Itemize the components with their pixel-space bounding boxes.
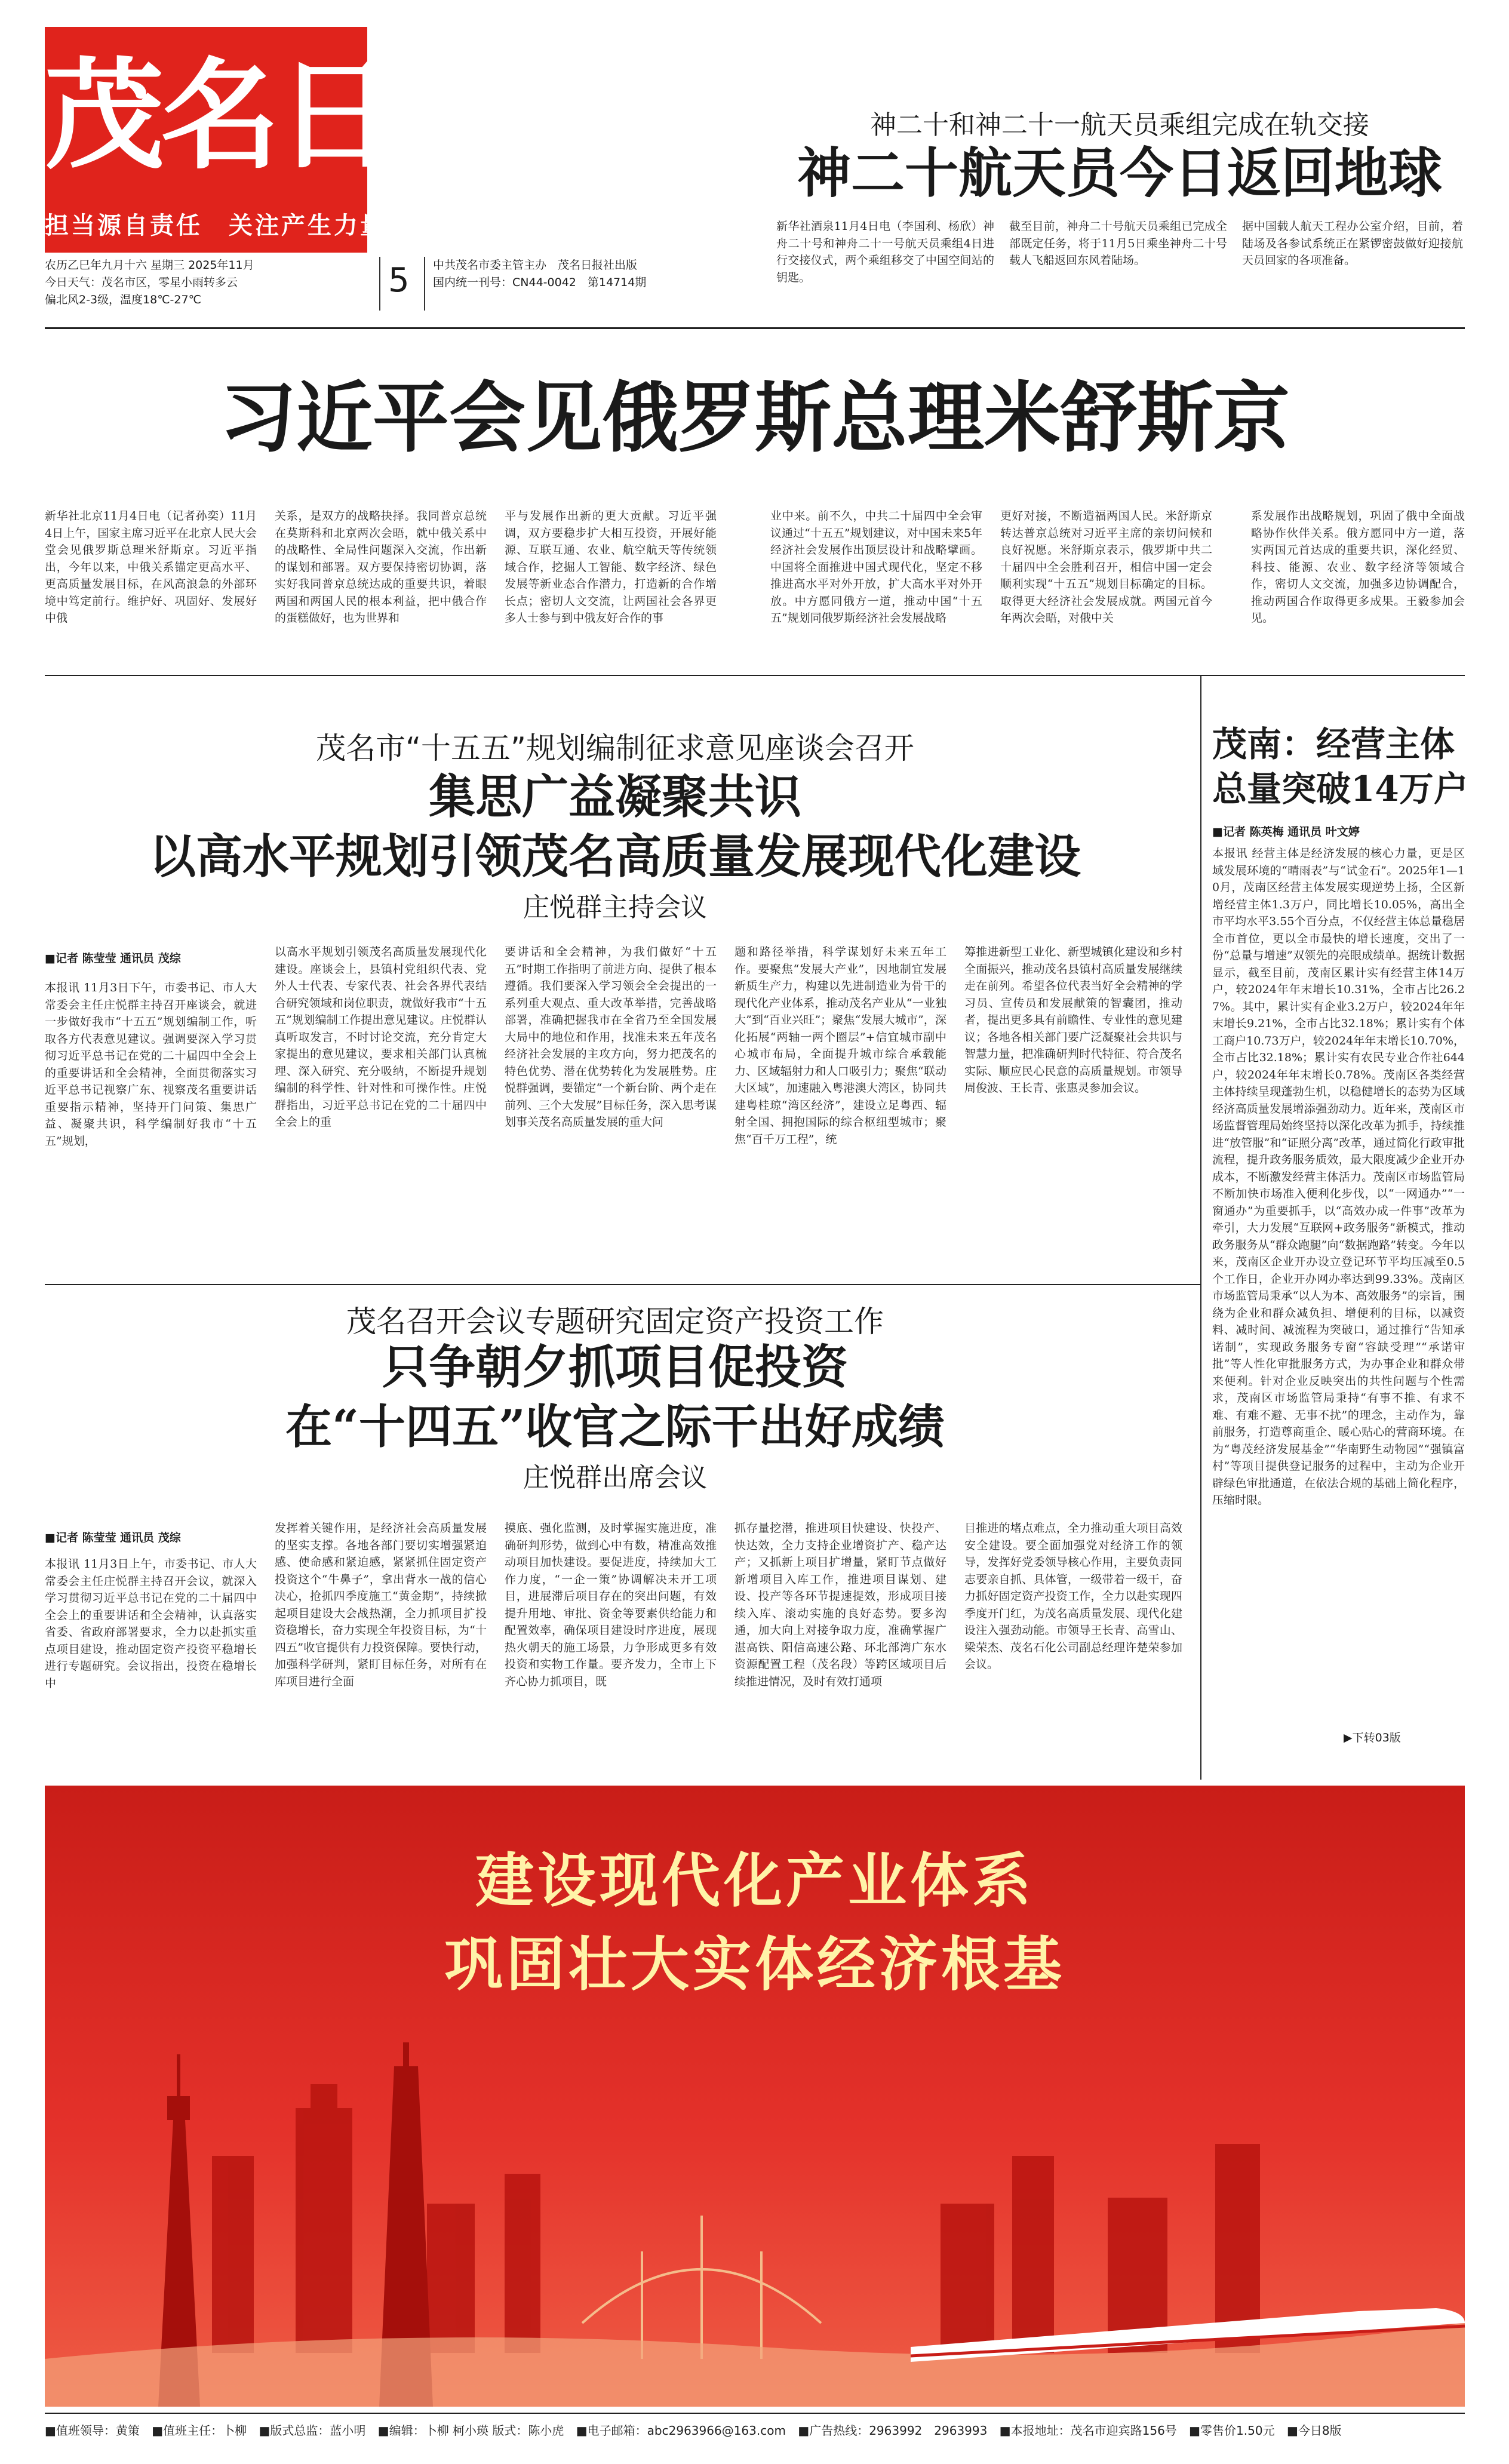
story2-subtitle: 庄悦群主持会议 [523,892,707,923]
footer-item: ■值班领导：黄策 [45,2423,140,2438]
story2-col: 题和路径举措，科学谋划好未来五年工作。要聚焦“发展大产业”，因地制宜发展新质生产力，构建以先进制造业为骨干的现代化产业体系，推动茂名产业从“一业独大”到“百业兴旺”；聚焦“发展大城市”，深化拓展“两轴一两个圈层”+信宜城市副中心城市布局，全面提升城市综合承载能力、区域辐射力和人口吸引力；聚焦“联动大区域”，加速融入粤港澳大湾区，协同共建粤桂琼“湾区经济”，建设立足粤西、辐射全国、拥抱国际的综合枢纽型城市；聚焦“百千万工程”，统 [734,945,946,1146]
banner-line-1: 建设现代化产业体系 [475,1847,1034,1915]
story2-headline: 集思广益凝聚共识 [428,770,801,824]
top-story-col1: 新华社酒泉11月4日电（李国利、杨欣）神舟二十号和神舟二十一号航天员乘组4日进行交接仪式，两个乘组移交了中国空间站的钥匙。 [776,220,994,284]
side-byline: ■记者 陈英梅 通讯员 叶文婷 [1212,825,1360,838]
lead-col: 系发展作出战略规划，巩固了俄中全面战略协作伙伴关系。俄方愿同中方一道，落实两国元首达成的重要共识，深化经贸、科技、能源、农业、数字经济等领域合作，密切人文交流，加强多边协调配合，推动两国合作取得更多成果。王毅参加会见。 [1251,509,1465,625]
city-skyline-illustration [45,1786,1465,2407]
top-story-col3: 据中国载人航天工程办公室介绍，目前，着陆场及各参试系统正在紧锣密鼓做好迎接航天员回家的各项准备。 [1242,220,1463,267]
story3-col: 本报讯 11月3日上午，市委书记、市人大常委会主任庄悦群主持召开会议，就深入学习贯彻习近平总书记在党的二十届四中全会上的重要讲话和全会精神，认真落实省委、省政府部署要求，全力以赴抓实重点项目建设，推动固定资产投资平稳增长进行专题研究。会议指出，投资在稳增长中 [45,1557,257,1690]
story3-headline: 只争朝夕抓项目促投资 [382,1340,848,1394]
top-story-col2: 截至目前，神舟二十号航天员乘组已完成全部既定任务，将于11月5日乘坐神舟二十号载人飞船返回东风着陆场。 [1009,220,1227,267]
top-story-headline: 神二十航天员今日返回地球 [797,142,1442,205]
lead-col: 新华社北京11月4日电（记者孙奕）11月4日上午，国家主席习近平在北京人民大会堂会见俄罗斯总理米舒斯京。习近平指出，今年以来，中俄关系锚定更高水平、更高质量发展目标，在风高浪急的外部环境中笃定前行。维护好、巩固好、发展好中俄 [45,509,257,625]
story2-col: 以高水平规划引领茂名高质量发展现代化建设。座谈会上，县镇村党组织代表、党外人士代表、专家代表、社会各界代表结合研究领域和岗位职责，就做好我市“十五五”规划编制工作提出意见建议。庄悦群认真听取发言，不时讨论交流，充分肯定大家提出的意见建议，要求相关部门认真梳理、深入研究、充分吸纳，不断提升规划编制的科学性、针对性和可操作性。庄悦群指出，习近平总书记在党的二十届四中全会上的重 [275,945,487,1129]
story2-headline-line2: 以高水平规划引领茂名高质量发展现代化建设 [149,829,1081,884]
story2-col: 筹推进新型工业化、新型城镇化建设和乡村全面振兴，推动茂名县镇村高质量发展继续走在前列。希望各位代表当好全会精神的学习员、宣传员和发展献策的智囊团，推动者，提出更多具有前瞻性、专业性的意见建议；各地各相关部门要广泛凝聚社会共识与智慧力量，把准确研判时代特征、符合茂名实际、顺应民心民意的高质量规划。市领导周俊波、王长青、张惠灵参加会议。 [964,945,1182,1095]
dateline [45,257,743,322]
top-story-kicker: 神二十和神二十一航天员乘组完成在轨交接 [870,110,1369,140]
lead-col: 更好对接，不断造福两国人民。米舒斯京转达普京总统对习近平主席的亲切问候和良好祝愿。米舒斯京表示，俄罗斯中共二十届四中全会胜利召开，相信中国一定会顺利实现“十五五”规划目标确定的目标。取得更大经济社会发展成就。两国元首今年两次会晤，对俄中关 [1000,509,1212,625]
footer-item: ■值班主任：卜柳 [152,2423,247,2438]
footer-item: ■广告热线：2963992 2963993 [798,2423,988,2438]
story2-kicker: 茂名市“十五五”规划编制征求意见座谈会召开 [316,731,914,766]
footer-item: ■版式总监：蓝小明 [259,2423,366,2438]
promo-banner [45,1786,1465,2407]
story3-headline-line2: 在“十四五”收官之际干出好成绩 [285,1400,945,1454]
banner-line-2: 巩固壮大实体经济根基 [444,1931,1065,1999]
footer-email[interactable]: ■电子邮箱：abc2963966@163.com [576,2423,786,2438]
story3-col: 发挥着关键作用，是经济社会高质量发展的坚实支撑。各地各部门要切实增强紧迫感、使命感和紧迫感，紧紧抓住固定资产投资这个“牛鼻子”，拿出背水一战的信心决心，抢抓四季度施工“黄金期”，持续掀起项目建设大会战热潮，全力抓项目扩投资稳增长，奋力实现全年投资目标，为“十四五”收官提供有力投资保障。要快行动，加强科学研判，紧盯目标任务，对所有在库项目进行全面 [275,1522,487,1688]
story2-col: 本报讯 11月3日下午，市委书记、市人大常委会主任庄悦群主持召开座谈会，就进一步做好我市“十五五”规划编制工作，听取各方代表意见建议。强调要深入学习贯彻习近平总书记在党的二十届四中全会上的重要讲话和全会精神，全面贯彻落实习近平总书记视察广东、视察茂名重要讲话重要指示精神，坚持开门问策、集思广益、凝聚共识，科学编制好我市“十五五”规划， [45,981,257,1148]
issue-number: 国内统一刊号：CN44-0042 第14714期 [433,276,647,289]
lead-headline: 习近平会见俄罗斯总理米舒斯京 [219,373,1290,463]
dateline-date: 农历乙巳年九月十六 星期三 2025年11月 [45,259,254,272]
dateline-temperature: 偏北风2-3级，温度18℃-27℃ [45,293,201,306]
side-body: 本报讯 经营主体是经济发展的核心力量，更是区域发展环境的“晴雨表”与“试金石”。2025年1—10月，茂南区经营主体发展实现逆势上扬，全区新增经营主体1.3万户，同比增长10.05%，高出全市平均水平3.55个百分点，不仅经营主体总量稳居全市首位，更以全市最快的增长速度，交出了一份“总量与增速”双领先的亮眼成绩单。据统计数据显示，截至目前，茂南区累计实有经营主体14万户，较2024年年末增长10.31%，全市占比26.27%。其中，累计实有企业3.2万户，较2024年年末增长9.21%，全市占比32.18%；累计实有个体工商户10.73万户，较2024年年末增长10.70%，全市占比32.18%；累计实有农民专业合作社644户，较2024年年末增长0.78%。茂南区各类经营主体持续呈现蓬勃生机，以稳健增长的态势为区域经济高质量发展增添强劲动力。近年来，茂南区市场监督管理局始终坚持以深化改革为抓手，持续推进“放管服”和“证照分离”改革，通过简化行政审批流程，提升政务服务质效，最大限度减少企业开办成本，不断激发经营主体活力。茂南区市场监管局不断加快市场准入便利化步伐，以“一网通办”“一窗通办”为重要抓手，以“高效办成一件事”改革为牵引，大力发展“互联网+政务服务”新模式，推动政务服务从“群众跑腿”向“数据跑路”转变。今年以来，茂南区企业开办设立登记环节平均压减至0.5个工作日，企业开办网办率达到99.33%。茂南区市场监管局秉承“以人为本、高效服务”的宗旨，围绕为企业和群众减负担、增便利的目标，以减资料、减时间、减流程为突破口，通过推行“告知承诺制”，实现政务服务专窗“容缺受理”“承诺审批”等人性化审批服务方式，为办事企业和群众带来便利。针对企业反映突出的共性问题与个性需求，茂南区市场监管局秉持“有事不推、有求不难、有难不避、无事不扰”的理念，主动作为，靠前服务，打造尊商重企、暖心贴心的营商环境。在为“粤茂经济发展基金”“华南野生动物园”“强镇富村”等项目提供登记服务的过程中，主动为企业开辟绿色审批通道，在依法合规的基础上简化程序，压缩时限。 [1212,847,1465,1507]
side-headline-line2: 总量突破14万户 [1212,769,1468,809]
continued-link[interactable]: ▶下转03版 [1344,1731,1401,1744]
newspaper-title: 茂名日報 [45,47,509,186]
story3-kicker: 茂名召开会议专题研究固定资产投资工作 [346,1304,884,1339]
story3-col: 摸底、强化监测，及时掌握实施进度，准确研判形势，做到心中有数，精准高效推动项目加快建设。要促进度，持续加大工作力度，“一企一策”协调解决未开工项目，进展滞后项目存在的突出问题，有效提升用地、审批、资金等要素供给能力和配置效率，确保项目建设时序进度，展现热火朝天的施工场景，力争形成更多有效投资和实物工作量。要齐发力，全市上下齐心协力抓项目，既 [505,1522,717,1688]
publisher-info: 中共茂名市委主管主办 茂名日报社出版 [433,259,638,272]
lead-col: 关系，是双方的战略抉择。我同普京总统在莫斯科和北京两次会晤，就中俄关系中的战略性、全局性问题深入交流，作出新的谋划和部署。双方要保持密切协调，落实好我同普京总统达成的重要共识，着眼两国和两国人民的根本利益，把中俄合作的蛋糕做好，也为世界和 [275,509,487,625]
masthead [45,27,509,253]
footer-item: ■本报地址：茂名市迎宾路156号 [999,2423,1177,2438]
footer-item: ■今日8版 [1286,2423,1342,2438]
story2-col: 要讲话和全会精神，为我们做好“十五五”时期工作指明了前进方向、提供了根本遵循。我们要深入学习领会全会提出的一系列重大观点、重大改革举措，完善战略部署，准确把握我市在全省乃至全国发展大局中的地位和作用，找准未来五年茂名经济社会发展的主攻方向，努力把茂名的特色优势、潜在优势转化为发展胜势。庄悦群强调，要锚定“一个新台阶、两个走在前列、三个大发展”目标任务，深入思考谋划事关茂名高质量发展的重大问 [505,945,717,1129]
lead-col: 平与发展作出新的更大贡献。习近平强调，双方要稳步扩大相互投资，开展好能源、互联互通、农业、航空航天等传统领域合作，挖掘人工智能、数字经济、绿色发展等新业态合作潜力，打造新的合作增长点；密切人文交流，让两国社会各界更多人士参与到中俄友好合作的事 [505,509,717,625]
story3-col: 抓存量挖潜，推进项目快建设、快投产、快达效，全力支持企业增资扩产、稳产达产；又抓新上项目扩增量，紧盯节点做好新增项目入库工作，推进项目谋划、建设、投产等各环节提速提效，形成项目接续入库、滚动实施的良好态势。要多沟通，加大向上对接争取力度，准确掌握广湛高铁、阳信高速公路、环北部湾广东水资源配置工程（茂名段）等跨区域项目后续推进情况，及时有效打通项 [734,1522,946,1688]
footer-item: ■零售价1.50元 [1189,2423,1275,2438]
story2-byline: ■记者 陈莹莹 通讯员 茂综 [45,952,181,965]
side-headline: 茂南：经营主体 [1212,724,1455,764]
dateline-weather: 今日天气：茂名市区，零星小雨转多云 [45,276,238,289]
dateline-day: 5 [388,261,410,300]
footer [45,2419,1465,2443]
footer-item: ■编辑：卜柳 柯小瑛 版式：陈小虎 [377,2423,564,2438]
story3-col: 目推进的堵点难点，全力推动重大项目高效安全建设。要全面加强党对经济工作的领导，发挥好党委领导核心作用，主要负责同志要亲自抓、具体管，一级带着一级干，奋力抓好固定资产投资工作，全力以赴实现四季度开门红，为茂名高质量发展、现代化建设注入强劲动能。市领导王长青、高雪山、梁荣杰、茂名石化公司副总经理许楚荣参加会议。 [964,1522,1182,1671]
story3-subtitle: 庄悦群出席会议 [523,1463,707,1493]
newspaper-slogan: 担当源自责任 关注产生力量 [45,212,386,239]
lead-col: 业中来。前不久，中共二十届四中全会审议通过“十五五”规划建议，对中国未来5年经济社会发展作出顶层设计和战略擘画。中国将全面推进中国式现代化，坚定不移推进高水平对外开放，扩大高水平对外开放。中方愿同俄方一道，推动中国“十五五”规划同俄罗斯经济社会发展战略 [770,509,982,625]
story3-byline: ■记者 陈莹莹 通讯员 茂综 [45,1531,181,1544]
